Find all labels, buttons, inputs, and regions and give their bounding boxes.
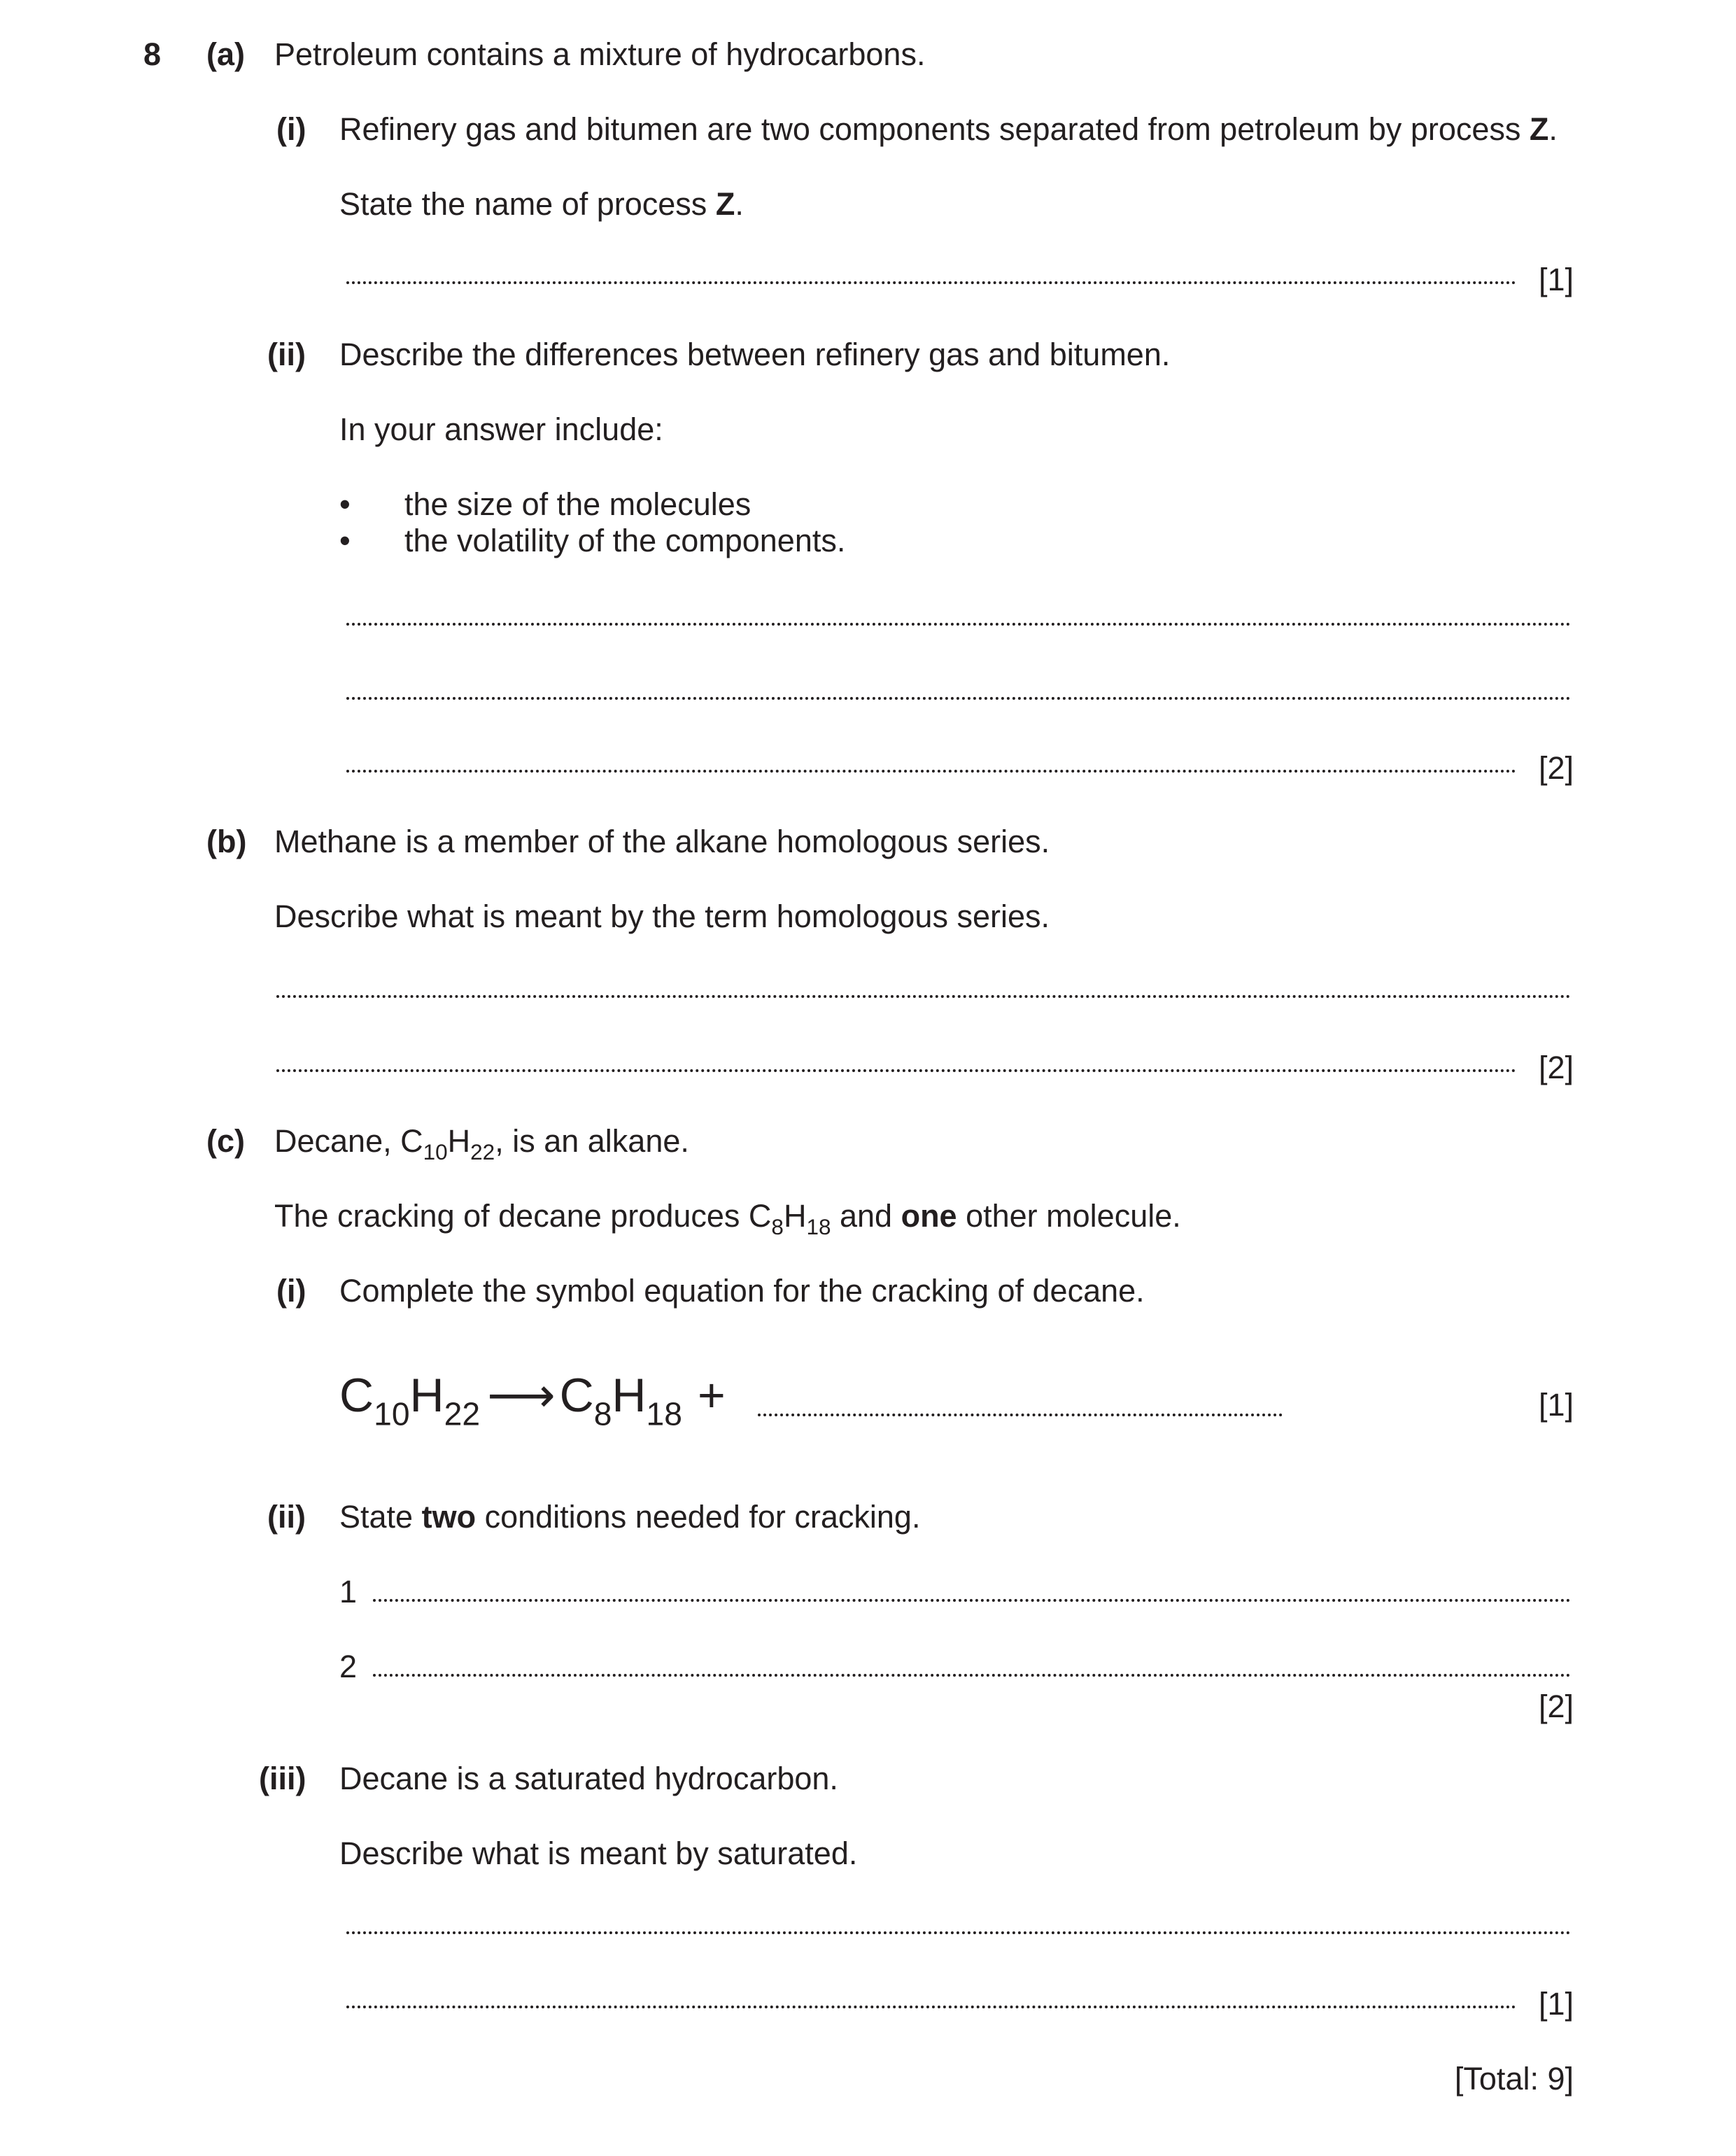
answer-line-a-i[interactable] (346, 281, 1516, 284)
part-a-i-text: Refinery gas and bitumen are two components separated from petroleum by process Z. (339, 111, 1558, 147)
answer-line-c-ii-1[interactable] (373, 1599, 1571, 1602)
part-c-line2: The cracking of decane produces $C_8H_{18}$ and one other molecule. (274, 1198, 1181, 1240)
condition-1-label: 1 (339, 1574, 358, 1609)
part-a-i-prompt: State the name of process Z. (339, 186, 744, 222)
part-b-label: (b) (206, 824, 247, 859)
mark-c-ii: [2] (1538, 1689, 1574, 1724)
part-a-ii-label: (ii) (267, 337, 306, 372)
mark-a-ii: [2] (1538, 750, 1574, 786)
part-c-intro: Decane, $C_{10}H_{22}$, is an alkane. (274, 1123, 689, 1165)
bullet-icon: • (339, 523, 351, 558)
mark-b: [2] (1538, 1050, 1574, 1085)
answer-line-c-iii-1[interactable] (346, 1931, 1571, 1934)
reaction-arrow-icon: ⟶ (487, 1369, 556, 1422)
bullet-icon: • (339, 486, 351, 522)
total-marks: [Total: 9] (1454, 2061, 1574, 2097)
mark-c-i: [1] (1538, 1387, 1574, 1423)
answer-line-c-i[interactable] (758, 1414, 1283, 1416)
answer-line-a-ii-2[interactable] (346, 697, 1571, 700)
answer-line-a-ii-1[interactable] (346, 623, 1571, 626)
part-c-ii-text: State two conditions needed for cracking. (339, 1499, 921, 1535)
part-a-i-label: (i) (276, 111, 306, 147)
part-c-i-label: (i) (276, 1273, 306, 1309)
part-b-text: Methane is a member of the alkane homologous series. (274, 824, 1050, 859)
part-a-ii-prompt: In your answer include: (339, 411, 663, 447)
bullet-item-volatility: the volatility of the components. (404, 523, 846, 558)
part-b-prompt: Describe what is meant by the term homologous series. (274, 899, 1050, 934)
condition-2-label: 2 (339, 1649, 358, 1684)
part-c-iii-text: Decane is a saturated hydrocarbon. (339, 1761, 838, 1796)
part-c-iii-prompt: Describe what is meant by saturated. (339, 1836, 858, 1871)
part-c-ii-label: (ii) (267, 1499, 306, 1535)
part-c-i-text: Complete the symbol equation for the cracking of decane. (339, 1273, 1145, 1309)
part-c-label: (c) (206, 1123, 245, 1159)
part-a-ii-text: Describe the differences between refinery gas and bitumen. (339, 337, 1171, 372)
question-number: 8 (143, 36, 162, 72)
bullet-item-size: the size of the molecules (404, 486, 751, 522)
mark-a-i: [1] (1538, 262, 1574, 297)
symbol-equation: $C_{10}H_{22}$ $⟶C_8H_{18}$ + (339, 1369, 726, 1432)
answer-line-b-2[interactable] (276, 1069, 1516, 1072)
answer-line-a-ii-3[interactable] (346, 770, 1516, 773)
answer-line-c-ii-2[interactable] (373, 1674, 1571, 1677)
part-c-iii-label: (iii) (259, 1761, 306, 1796)
part-a-text: Petroleum contains a mixture of hydrocarbons. (274, 36, 926, 72)
answer-line-c-iii-2[interactable] (346, 2006, 1516, 2008)
part-a-label: (a) (206, 36, 245, 72)
mark-c-iii: [1] (1538, 1986, 1574, 2022)
answer-line-b-1[interactable] (276, 995, 1571, 998)
